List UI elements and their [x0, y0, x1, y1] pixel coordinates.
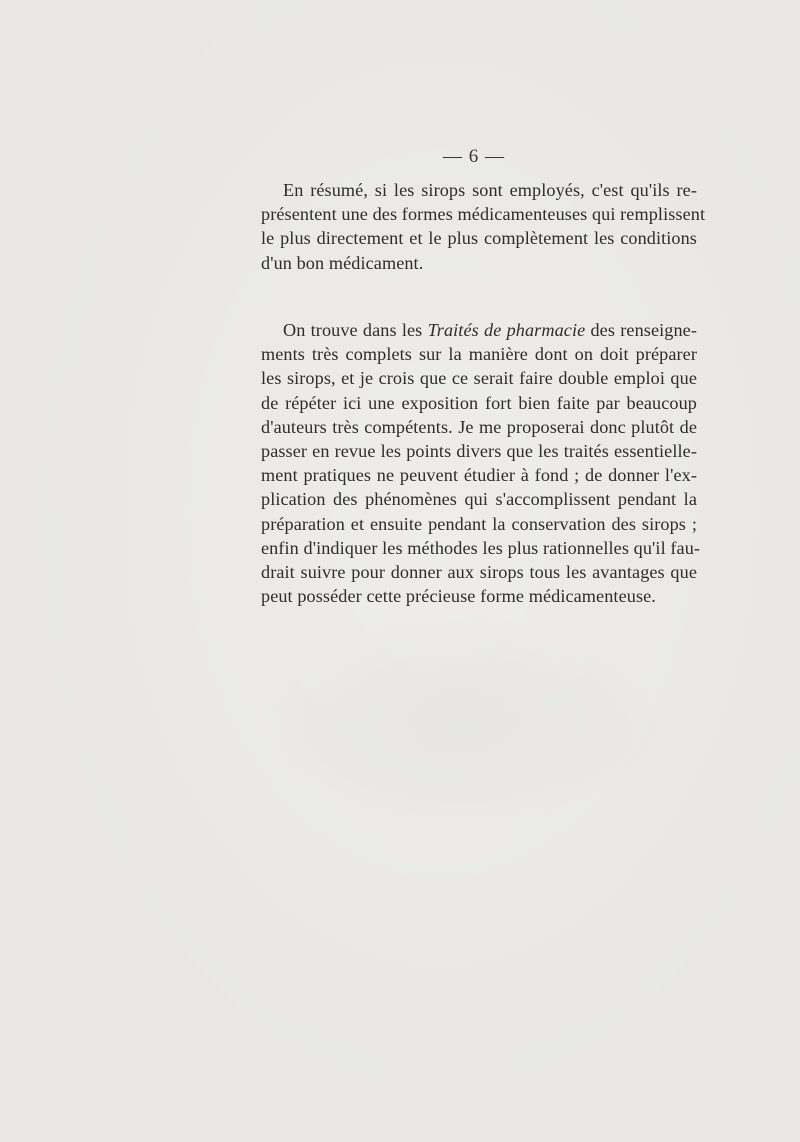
text-line: peut posséder cette précieuse forme médicamenteuse. — [261, 586, 656, 607]
text-fragment: On trouve dans les — [283, 320, 428, 340]
text-line: ment pratiques ne peuvent étudier à fond ; de donner l'ex- — [261, 465, 697, 486]
text-line: de répéter ici une exposition fort bien faite par beaucoup — [261, 392, 697, 413]
text-line: En résumé, si les sirops sont employés, c'est qu'ils re- — [283, 180, 697, 200]
text-line: préparation et ensuite pendant la conservation des sirops ; — [261, 513, 697, 534]
text-line: passer en revue les points divers que les traités essentielle- — [261, 440, 697, 461]
paragraph-method — [261, 318, 701, 608]
text-line — [261, 318, 697, 342]
text-line: plication des phénomènes qui s'accomplissent pendant la — [261, 489, 697, 510]
text-line: ments très complets sur la manière dont on doit préparer — [261, 344, 697, 365]
italic-book-title: Traités de pharmacie — [427, 320, 586, 340]
text-line: d'un bon médicament. — [261, 252, 424, 273]
text-line: présentent une des formes médicamenteuses qui remplissent — [261, 204, 706, 225]
text-fragment: des renseigne- — [585, 320, 697, 340]
text-line: les sirops, et je crois que ce serait faire double emploi que — [261, 368, 697, 389]
paragraph-summary — [261, 178, 706, 275]
page-number: — 6 — — [443, 146, 505, 167]
paper-show-through — [250, 610, 670, 830]
text-line: le plus directement et le plus complètement les conditions — [261, 228, 697, 249]
text-line: d'auteurs très compétents. Je me proposerai donc plutôt de — [261, 416, 697, 437]
text-line: drait suivre pour donner aux sirops tous les avantages que — [261, 561, 697, 582]
text-line: enfin d'indiquer les méthodes les plus rationnelles qu'il fau- — [261, 537, 701, 558]
